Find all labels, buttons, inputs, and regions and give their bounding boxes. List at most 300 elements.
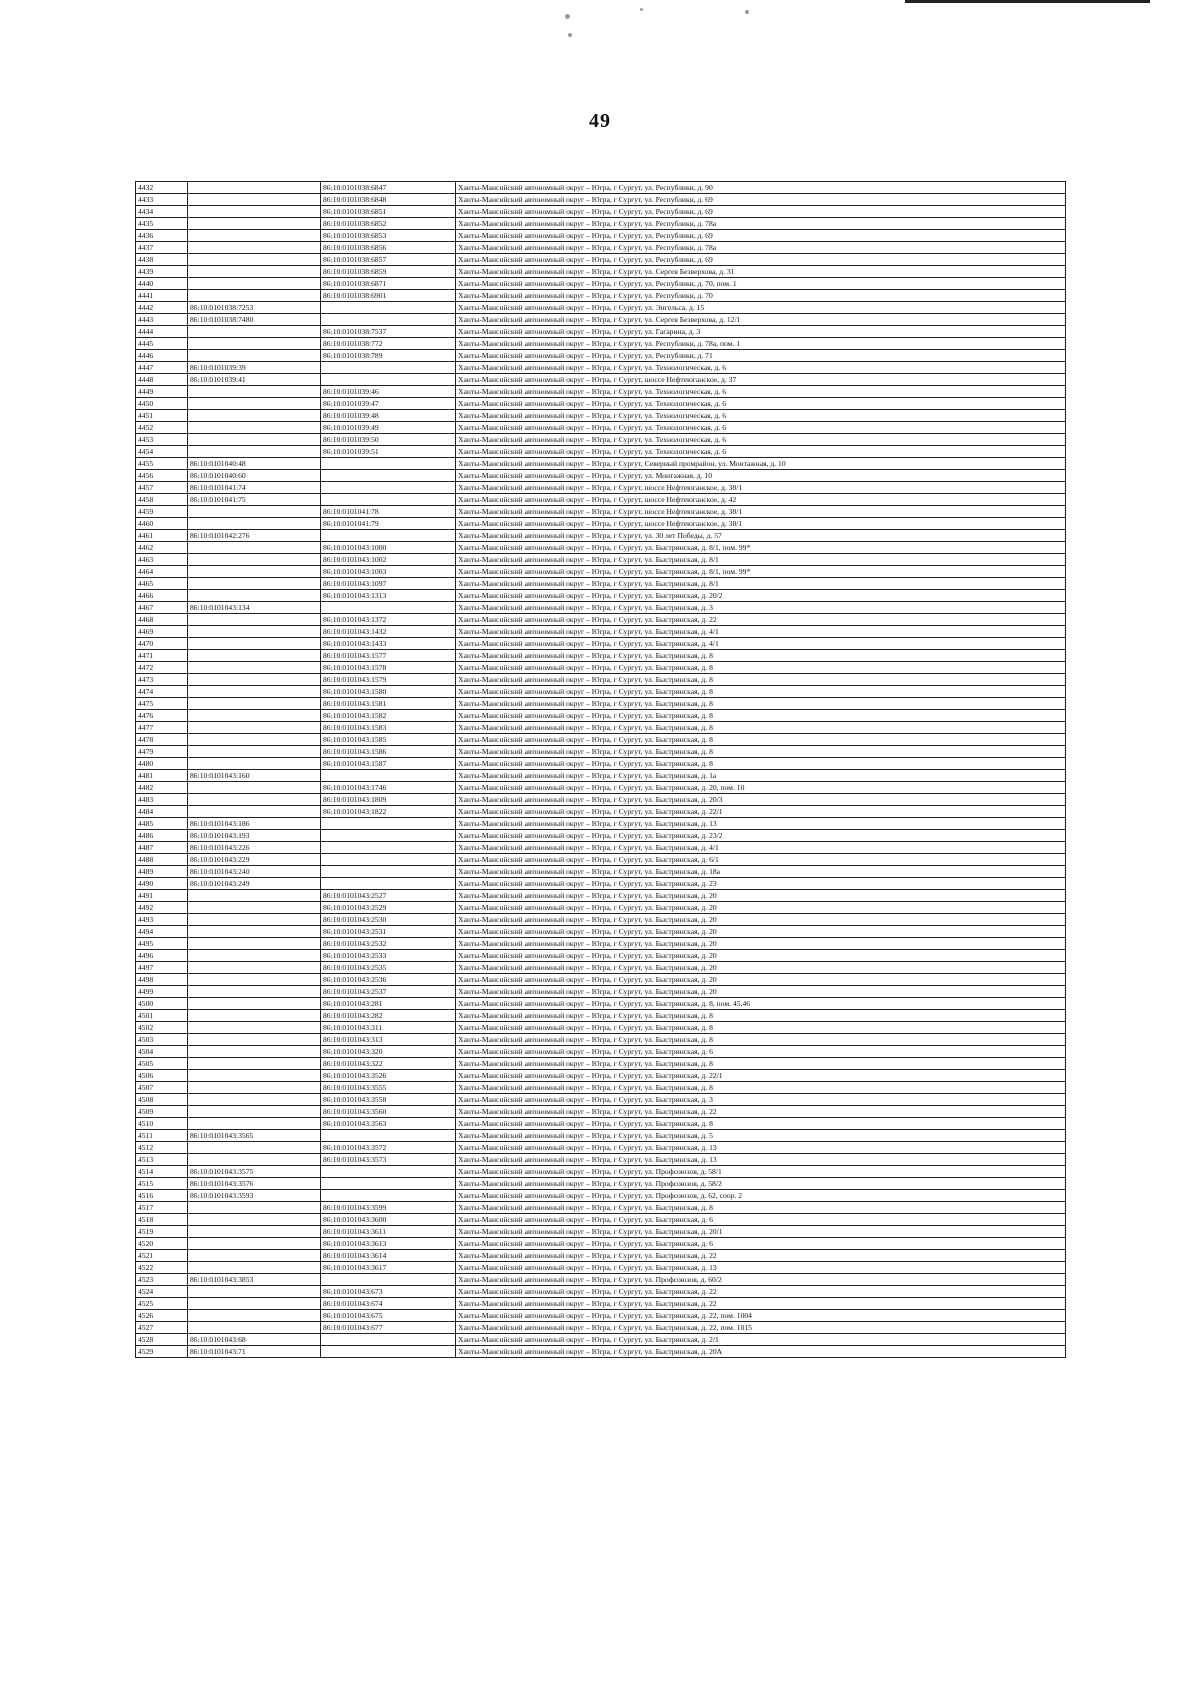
land-cadastral-number (188, 386, 321, 398)
address-cell: Ханты-Мансийский автономный округ – Югра, г Сургут, ул. Быстринская, д. 3 (456, 602, 1066, 614)
address-cell: Ханты-Мансийский автономный округ – Югра, г Сургут, ул. Республики, д. 71 (456, 350, 1066, 362)
building-cadastral-number: 86:10:0101043:1097 (321, 578, 456, 590)
row-number: 4504 (136, 1046, 188, 1058)
address-cell: Ханты-Мансийский автономный округ – Югра, г Сургут, ул. Быстринская, д. 8 (456, 674, 1066, 686)
building-cadastral-number (321, 362, 456, 374)
land-cadastral-number (188, 518, 321, 530)
row-number: 4457 (136, 482, 188, 494)
row-number: 4446 (136, 350, 188, 362)
land-cadastral-number (188, 1106, 321, 1118)
row-number: 4451 (136, 410, 188, 422)
address-cell: Ханты-Мансийский автономный округ – Югра, г Сургут, ул. Быстринская, д. 4/1 (456, 626, 1066, 638)
building-cadastral-number: 86:10:0101043:320 (321, 1046, 456, 1058)
land-cadastral-number (188, 1262, 321, 1274)
building-cadastral-number: 86:10:0101043:1586 (321, 746, 456, 758)
row-number: 4459 (136, 506, 188, 518)
table-row (136, 854, 1066, 866)
table-row (136, 290, 1066, 302)
address-cell: Ханты-Мансийский автономный округ – Югра, г Сургут, ул. Быстринская, д. 6/1 (456, 854, 1066, 866)
row-number: 4441 (136, 290, 188, 302)
row-number: 4484 (136, 806, 188, 818)
land-cadastral-number: 86:10:0101043:186 (188, 818, 321, 830)
scan-speck (565, 14, 570, 19)
row-number: 4503 (136, 1034, 188, 1046)
land-cadastral-number (188, 1286, 321, 1298)
building-cadastral-number: 86:10:0101038:6857 (321, 254, 456, 266)
building-cadastral-number: 86:10:0101038:6901 (321, 290, 456, 302)
scan-speck (640, 8, 643, 11)
table-row (136, 614, 1066, 626)
table-row (136, 722, 1066, 734)
table-row (136, 878, 1066, 890)
row-number: 4472 (136, 662, 188, 674)
address-cell: Ханты-Мансийский автономный округ – Югра, г Сургут, ул. Республики, д. 69 (456, 206, 1066, 218)
scan-speck (745, 10, 749, 14)
table-row (136, 1274, 1066, 1286)
building-cadastral-number: 86:10:0101043:1577 (321, 650, 456, 662)
row-number: 4456 (136, 470, 188, 482)
address-cell: Ханты-Мансийский автономный округ – Югра, г Сургут, ул. Быстринская, д. 20 (456, 938, 1066, 950)
address-cell: Ханты-Мансийский автономный округ – Югра, г Сургут, ул. Быстринская, д. 8 (456, 1034, 1066, 1046)
row-number: 4458 (136, 494, 188, 506)
table-row (136, 446, 1066, 458)
building-cadastral-number: 86:10:0101038:6851 (321, 206, 456, 218)
address-cell: Ханты-Мансийский автономный округ – Югра, г Сургут, ул. Быстринская, д. 4/1 (456, 638, 1066, 650)
table-row (136, 686, 1066, 698)
row-number: 4521 (136, 1250, 188, 1262)
land-cadastral-number (188, 290, 321, 302)
building-cadastral-number: 86:10:0101043:1580 (321, 686, 456, 698)
land-cadastral-number (188, 758, 321, 770)
address-cell: Ханты-Мансийский автономный округ – Югра, г Сургут, ул. Быстринская, д. 8/1, пом. 99* (456, 566, 1066, 578)
address-cell: Ханты-Мансийский автономный округ – Югра, г Сургут, ул. Сергея Безверхова, д. 31 (456, 266, 1066, 278)
building-cadastral-number: 86:10:0101043:3573 (321, 1154, 456, 1166)
table-row (136, 998, 1066, 1010)
building-cadastral-number: 86:10:0101039:48 (321, 410, 456, 422)
row-number: 4514 (136, 1166, 188, 1178)
address-cell: Ханты-Мансийский автономный округ – Югра, г Сургут, ул. Быстринская, д. 2/1 (456, 1334, 1066, 1346)
address-cell: Ханты-Мансийский автономный округ – Югра, г Сургут, ул. Быстринская, д. 20, пом. 10 (456, 782, 1066, 794)
building-cadastral-number: 86:10:0101043:1002 (321, 554, 456, 566)
address-cell: Ханты-Мансийский автономный округ – Югра, г Сургут, ул. Быстринская, д. 8 (456, 758, 1066, 770)
land-cadastral-number (188, 338, 321, 350)
address-cell: Ханты-Мансийский автономный округ – Югра, г Сургут, ул. Республики, д. 78а (456, 218, 1066, 230)
table-row (136, 674, 1066, 686)
row-number: 4467 (136, 602, 188, 614)
building-cadastral-number: 86:10:0101043:1003 (321, 566, 456, 578)
row-number: 4478 (136, 734, 188, 746)
row-number: 4522 (136, 1262, 188, 1274)
row-number: 4480 (136, 758, 188, 770)
row-number: 4499 (136, 986, 188, 998)
table-row (136, 962, 1066, 974)
land-cadastral-number (188, 794, 321, 806)
land-cadastral-number (188, 326, 321, 338)
table-row (136, 398, 1066, 410)
land-cadastral-number (188, 446, 321, 458)
land-cadastral-number (188, 638, 321, 650)
table-row (136, 1130, 1066, 1142)
row-number: 4493 (136, 914, 188, 926)
address-cell: Ханты-Мансийский автономный округ – Югра, г Сургут, ул. Республики, д. 78а (456, 242, 1066, 254)
building-cadastral-number: 86:10:0101038:6852 (321, 218, 456, 230)
address-cell: Ханты-Мансийский автономный округ – Югра, г Сургут, ул. Технологическая, д. 6 (456, 386, 1066, 398)
row-number: 4490 (136, 878, 188, 890)
table-row (136, 242, 1066, 254)
land-cadastral-number (188, 974, 321, 986)
address-cell: Ханты-Мансийский автономный округ – Югра, г Сургут, ул. Быстринская, д. 8 (456, 662, 1066, 674)
building-cadastral-number: 86:10:0101043:1579 (321, 674, 456, 686)
land-cadastral-number (188, 590, 321, 602)
land-cadastral-number (188, 410, 321, 422)
building-cadastral-number (321, 482, 456, 494)
row-number: 4512 (136, 1142, 188, 1154)
row-number: 4463 (136, 554, 188, 566)
table-row (136, 986, 1066, 998)
building-cadastral-number: 86:10:0101043:313 (321, 1034, 456, 1046)
building-cadastral-number: 86:10:0101043:673 (321, 1286, 456, 1298)
address-cell: Ханты-Мансийский автономный округ – Югра, г Сургут, шоссе Нефтеюганское, д. 38/1 (456, 518, 1066, 530)
land-cadastral-number: 86:10:0101043:68 (188, 1334, 321, 1346)
building-cadastral-number: 86:10:0101043:3613 (321, 1238, 456, 1250)
table-row (136, 602, 1066, 614)
building-cadastral-number: 86:10:0101038:772 (321, 338, 456, 350)
address-cell: Ханты-Мансийский автономный округ – Югра, г Сургут, ул. Быстринская, д. 20 (456, 950, 1066, 962)
table-row (136, 1010, 1066, 1022)
address-cell: Ханты-Мансийский автономный округ – Югра, г Сургут, ул. Быстринская, д. 13 (456, 1262, 1066, 1274)
building-cadastral-number: 86:10:0101043:2537 (321, 986, 456, 998)
row-number: 4481 (136, 770, 188, 782)
table-row (136, 338, 1066, 350)
land-cadastral-number (188, 350, 321, 362)
address-cell: Ханты-Мансийский автономный округ – Югра, г Сургут, ул. Быстринская, д. 20 (456, 962, 1066, 974)
row-number: 4464 (136, 566, 188, 578)
address-cell: Ханты-Мансийский автономный округ – Югра, г Сургут, ул. Быстринская, д. 20 (456, 974, 1066, 986)
land-cadastral-number (188, 554, 321, 566)
row-number: 4525 (136, 1298, 188, 1310)
table-row (136, 266, 1066, 278)
row-number: 4465 (136, 578, 188, 590)
building-cadastral-number (321, 530, 456, 542)
land-cadastral-number: 86:10:0101043:3576 (188, 1178, 321, 1190)
table-row (136, 1226, 1066, 1238)
address-cell: Ханты-Мансийский автономный округ – Югра, г Сургут, ул. Гагарина, д. 3 (456, 326, 1066, 338)
land-cadastral-number (188, 266, 321, 278)
building-cadastral-number: 86:10:0101039:47 (321, 398, 456, 410)
land-cadastral-number (188, 422, 321, 434)
address-cell: Ханты-Мансийский автономный округ – Югра, г Сургут, ул. Быстринская, д. 4/1 (456, 842, 1066, 854)
table-row (136, 302, 1066, 314)
row-number: 4529 (136, 1346, 188, 1358)
building-cadastral-number: 86:10:0101043:1432 (321, 626, 456, 638)
address-cell: Ханты-Мансийский автономный округ – Югра, г Сургут, ул. Быстринская, д. 8/1 (456, 578, 1066, 590)
address-cell: Ханты-Мансийский автономный округ – Югра, г Сургут, ул. Быстринская, д. 8 (456, 1118, 1066, 1130)
row-number: 4436 (136, 230, 188, 242)
register-table-body (136, 182, 1066, 1358)
table-row (136, 362, 1066, 374)
row-number: 4492 (136, 902, 188, 914)
row-number: 4475 (136, 698, 188, 710)
table-row (136, 782, 1066, 794)
land-cadastral-number (188, 194, 321, 206)
land-cadastral-number: 86:10:0101041:74 (188, 482, 321, 494)
building-cadastral-number (321, 1130, 456, 1142)
address-cell: Ханты-Мансийский автономный округ – Югра, г Сургут, ул. Быстринская, д. 23/2 (456, 830, 1066, 842)
table-row (136, 890, 1066, 902)
table-row (136, 506, 1066, 518)
table-row (136, 182, 1066, 194)
table-row (136, 326, 1066, 338)
land-cadastral-number (188, 1250, 321, 1262)
table-row (136, 806, 1066, 818)
table-row (136, 938, 1066, 950)
building-cadastral-number: 86:10:0101043:1000 (321, 542, 456, 554)
land-cadastral-number: 86:10:0101043:160 (188, 770, 321, 782)
row-number: 4473 (136, 674, 188, 686)
building-cadastral-number: 86:10:0101043:1582 (321, 710, 456, 722)
row-number: 4466 (136, 590, 188, 602)
row-number: 4439 (136, 266, 188, 278)
row-number: 4443 (136, 314, 188, 326)
land-cadastral-number (188, 722, 321, 734)
table-row (136, 458, 1066, 470)
scan-speck (568, 33, 572, 37)
row-number: 4513 (136, 1154, 188, 1166)
land-cadastral-number (188, 626, 321, 638)
building-cadastral-number: 86:10:0101038:6859 (321, 266, 456, 278)
address-cell: Ханты-Мансийский автономный округ – Югра, г Сургут, ул. Быстринская, д. 13 (456, 818, 1066, 830)
land-cadastral-number: 86:10:0101039:39 (188, 362, 321, 374)
land-cadastral-number (188, 782, 321, 794)
table-row (136, 1298, 1066, 1310)
table-row (136, 530, 1066, 542)
table-row (136, 518, 1066, 530)
table-row (136, 554, 1066, 566)
address-cell: Ханты-Мансийский автономный округ – Югра, г Сургут, ул. Республики, д. 69 (456, 254, 1066, 266)
building-cadastral-number: 86:10:0101041:78 (321, 506, 456, 518)
row-number: 4462 (136, 542, 188, 554)
address-cell: Ханты-Мансийский автономный округ – Югра, г Сургут, шоссе Нефтеюганское, д. 37 (456, 374, 1066, 386)
table-row (136, 410, 1066, 422)
row-number: 4506 (136, 1070, 188, 1082)
building-cadastral-number: 86:10:0101043:2536 (321, 974, 456, 986)
address-cell: Ханты-Мансийский автономный округ – Югра, г Сургут, ул. Республики, д. 78а, пом. 1 (456, 338, 1066, 350)
table-row (136, 662, 1066, 674)
land-cadastral-number (188, 674, 321, 686)
land-cadastral-number (188, 206, 321, 218)
row-number: 4520 (136, 1238, 188, 1250)
address-cell: Ханты-Мансийский автономный округ – Югра, г Сургут, ул. Быстринская, д. 6 (456, 1238, 1066, 1250)
row-number: 4482 (136, 782, 188, 794)
table-row (136, 866, 1066, 878)
table-row (136, 230, 1066, 242)
land-cadastral-number (188, 926, 321, 938)
row-number: 4498 (136, 974, 188, 986)
address-cell: Ханты-Мансийский автономный округ – Югра, г Сургут, ул. Быстринская, д. 8 (456, 1082, 1066, 1094)
land-cadastral-number: 86:10:0101043:229 (188, 854, 321, 866)
row-number: 4438 (136, 254, 188, 266)
table-row (136, 1022, 1066, 1034)
table-row (136, 650, 1066, 662)
address-cell: Ханты-Мансийский автономный округ – Югра, г Сургут, ул. Быстринская, д. 20/2 (456, 590, 1066, 602)
building-cadastral-number (321, 458, 456, 470)
row-number: 4500 (136, 998, 188, 1010)
building-cadastral-number (321, 878, 456, 890)
row-number: 4511 (136, 1130, 188, 1142)
building-cadastral-number (321, 1346, 456, 1358)
land-cadastral-number: 86:10:0101039:41 (188, 374, 321, 386)
address-cell: Ханты-Мансийский автономный округ – Югра, г Сургут, ул. Быстринская, д. 8 (456, 746, 1066, 758)
row-number: 4471 (136, 650, 188, 662)
table-row (136, 710, 1066, 722)
row-number: 4486 (136, 830, 188, 842)
table-row (136, 1106, 1066, 1118)
land-cadastral-number (188, 1214, 321, 1226)
address-cell: Ханты-Мансийский автономный округ – Югра, г Сургут, ул. Быстринская, д. 22, пом. 1015 (456, 1322, 1066, 1334)
address-cell: Ханты-Мансийский автономный округ – Югра, г Сургут, ул. Быстринская, д. 8 (456, 698, 1066, 710)
table-row (136, 758, 1066, 770)
land-cadastral-number: 86:10:0101043:249 (188, 878, 321, 890)
address-cell: Ханты-Мансийский автономный округ – Югра, г Сургут, ул. Быстринская, д. 20 (456, 890, 1066, 902)
building-cadastral-number: 86:10:0101043:3600 (321, 1214, 456, 1226)
building-cadastral-number: 86:10:0101038:7537 (321, 326, 456, 338)
row-number: 4469 (136, 626, 188, 638)
land-cadastral-number (188, 1022, 321, 1034)
building-cadastral-number: 86:10:0101043:2532 (321, 938, 456, 950)
table-row (136, 1178, 1066, 1190)
land-cadastral-number (188, 542, 321, 554)
address-cell: Ханты-Мансийский автономный округ – Югра, г Сургут, ул. Быстринская, д. 22/1 (456, 1070, 1066, 1082)
address-cell: Ханты-Мансийский автономный округ – Югра, г Сургут, ул. Технологическая, д. 6 (456, 410, 1066, 422)
address-cell: Ханты-Мансийский автономный округ – Югра, г Сургут, ул. Быстринская, д. 20 (456, 902, 1066, 914)
building-cadastral-number: 86:10:0101043:2533 (321, 950, 456, 962)
address-cell: Ханты-Мансийский автономный округ – Югра, г Сургут, ул. Быстринская, д. 3 (456, 1094, 1066, 1106)
table-row (136, 374, 1066, 386)
land-cadastral-number (188, 566, 321, 578)
building-cadastral-number: 86:10:0101038:6848 (321, 194, 456, 206)
land-cadastral-number (188, 1058, 321, 1070)
row-number: 4526 (136, 1310, 188, 1322)
address-cell: Ханты-Мансийский автономный округ – Югра, г Сургут, ул. Энгельса, д. 15 (456, 302, 1066, 314)
row-number: 4453 (136, 434, 188, 446)
table-row (136, 1322, 1066, 1334)
building-cadastral-number: 86:10:0101043:1585 (321, 734, 456, 746)
address-cell: Ханты-Мансийский автономный округ – Югра, г Сургут, ул. Профсоюзов, д. 60/2 (456, 1274, 1066, 1286)
address-cell: Ханты-Мансийский автономный округ – Югра, г Сургут, ул. Быстринская, д. 22, пом. 1004 (456, 1310, 1066, 1322)
row-number: 4455 (136, 458, 188, 470)
land-cadastral-number: 86:10:0101043:3853 (188, 1274, 321, 1286)
land-cadastral-number (188, 506, 321, 518)
address-cell: Ханты-Мансийский автономный округ – Югра, г Сургут, ул. Быстринская, д. 5 (456, 1130, 1066, 1142)
address-cell: Ханты-Мансийский автономный округ – Югра, г Сургут, ул. Технологическая, д. 6 (456, 422, 1066, 434)
land-cadastral-number (188, 650, 321, 662)
land-cadastral-number: 86:10:0101043:3565 (188, 1130, 321, 1142)
land-cadastral-number (188, 902, 321, 914)
building-cadastral-number: 86:10:0101039:50 (321, 434, 456, 446)
land-cadastral-number (188, 710, 321, 722)
address-cell: Ханты-Мансийский автономный округ – Югра, г Сургут, ул. Быстринская, д. 22 (456, 1106, 1066, 1118)
table-row (136, 638, 1066, 650)
row-number: 4496 (136, 950, 188, 962)
land-cadastral-number (188, 998, 321, 1010)
building-cadastral-number: 86:10:0101043:675 (321, 1310, 456, 1322)
table-row (136, 926, 1066, 938)
building-cadastral-number: 86:10:0101043:1581 (321, 698, 456, 710)
land-cadastral-number: 86:10:0101040:60 (188, 470, 321, 482)
land-cadastral-number (188, 1118, 321, 1130)
row-number: 4519 (136, 1226, 188, 1238)
address-cell: Ханты-Мансийский автономный округ – Югра, г Сургут, ул. Республики, д. 70, пом. 1 (456, 278, 1066, 290)
building-cadastral-number: 86:10:0101043:1372 (321, 614, 456, 626)
address-cell: Ханты-Мансийский автономный округ – Югра, г Сургут, ул. Республики, д. 69 (456, 230, 1066, 242)
land-cadastral-number (188, 734, 321, 746)
row-number: 4495 (136, 938, 188, 950)
address-cell: Ханты-Мансийский автономный округ – Югра, г Сургут, ул. Технологическая, д. 6 (456, 434, 1066, 446)
address-cell: Ханты-Мансийский автономный округ – Югра, г Сургут, ул. Быстринская, д. 20 (456, 914, 1066, 926)
building-cadastral-number (321, 1178, 456, 1190)
building-cadastral-number: 86:10:0101043:322 (321, 1058, 456, 1070)
land-cadastral-number (188, 806, 321, 818)
table-row (136, 746, 1066, 758)
row-number: 4460 (136, 518, 188, 530)
row-number: 4518 (136, 1214, 188, 1226)
building-cadastral-number (321, 854, 456, 866)
building-cadastral-number (321, 1334, 456, 1346)
land-cadastral-number (188, 1082, 321, 1094)
land-cadastral-number (188, 1310, 321, 1322)
land-cadastral-number (188, 1238, 321, 1250)
land-cadastral-number (188, 1154, 321, 1166)
address-cell: Ханты-Мансийский автономный округ – Югра, г Сургут, ул. Быстринская, д. 8 (456, 1058, 1066, 1070)
building-cadastral-number: 86:10:0101043:1746 (321, 782, 456, 794)
building-cadastral-number: 86:10:0101043:3563 (321, 1118, 456, 1130)
building-cadastral-number: 86:10:0101043:3558 (321, 1094, 456, 1106)
land-cadastral-number (188, 614, 321, 626)
table-row (136, 1094, 1066, 1106)
building-cadastral-number: 86:10:0101043:3599 (321, 1202, 456, 1214)
address-cell: Ханты-Мансийский автономный округ – Югра, г Сургут, ул. Быстринская, д. 13 (456, 1142, 1066, 1154)
address-cell: Ханты-Мансийский автономный округ – Югра, г Сургут, ул. Быстринская, д. 8/1 (456, 554, 1066, 566)
top-scan-rule (905, 0, 1150, 3)
building-cadastral-number: 86:10:0101043:2530 (321, 914, 456, 926)
table-row (136, 818, 1066, 830)
building-cadastral-number (321, 866, 456, 878)
table-row (136, 566, 1066, 578)
address-cell: Ханты-Мансийский автономный округ – Югра, г Сургут, ул. Быстринская, д. 20А (456, 1346, 1066, 1358)
land-cadastral-number: 86:10:0101040:48 (188, 458, 321, 470)
land-cadastral-number (188, 278, 321, 290)
table-row (136, 1142, 1066, 1154)
land-cadastral-number (188, 938, 321, 950)
land-cadastral-number (188, 1226, 321, 1238)
row-number: 4437 (136, 242, 188, 254)
building-cadastral-number: 86:10:0101043:2535 (321, 962, 456, 974)
row-number: 4483 (136, 794, 188, 806)
row-number: 4449 (136, 386, 188, 398)
row-number: 4479 (136, 746, 188, 758)
land-cadastral-number: 86:10:0101038:7480 (188, 314, 321, 326)
land-cadastral-number (188, 434, 321, 446)
table-row (136, 830, 1066, 842)
table-row (136, 350, 1066, 362)
building-cadastral-number: 86:10:0101038:6847 (321, 182, 456, 194)
land-cadastral-number (188, 1142, 321, 1154)
table-row (136, 902, 1066, 914)
building-cadastral-number: 86:10:0101043:677 (321, 1322, 456, 1334)
building-cadastral-number: 86:10:0101043:1583 (321, 722, 456, 734)
building-cadastral-number: 86:10:0101043:3611 (321, 1226, 456, 1238)
address-cell: Ханты-Мансийский автономный округ – Югра, г Сургут, ул. Республики, д. 69 (456, 194, 1066, 206)
